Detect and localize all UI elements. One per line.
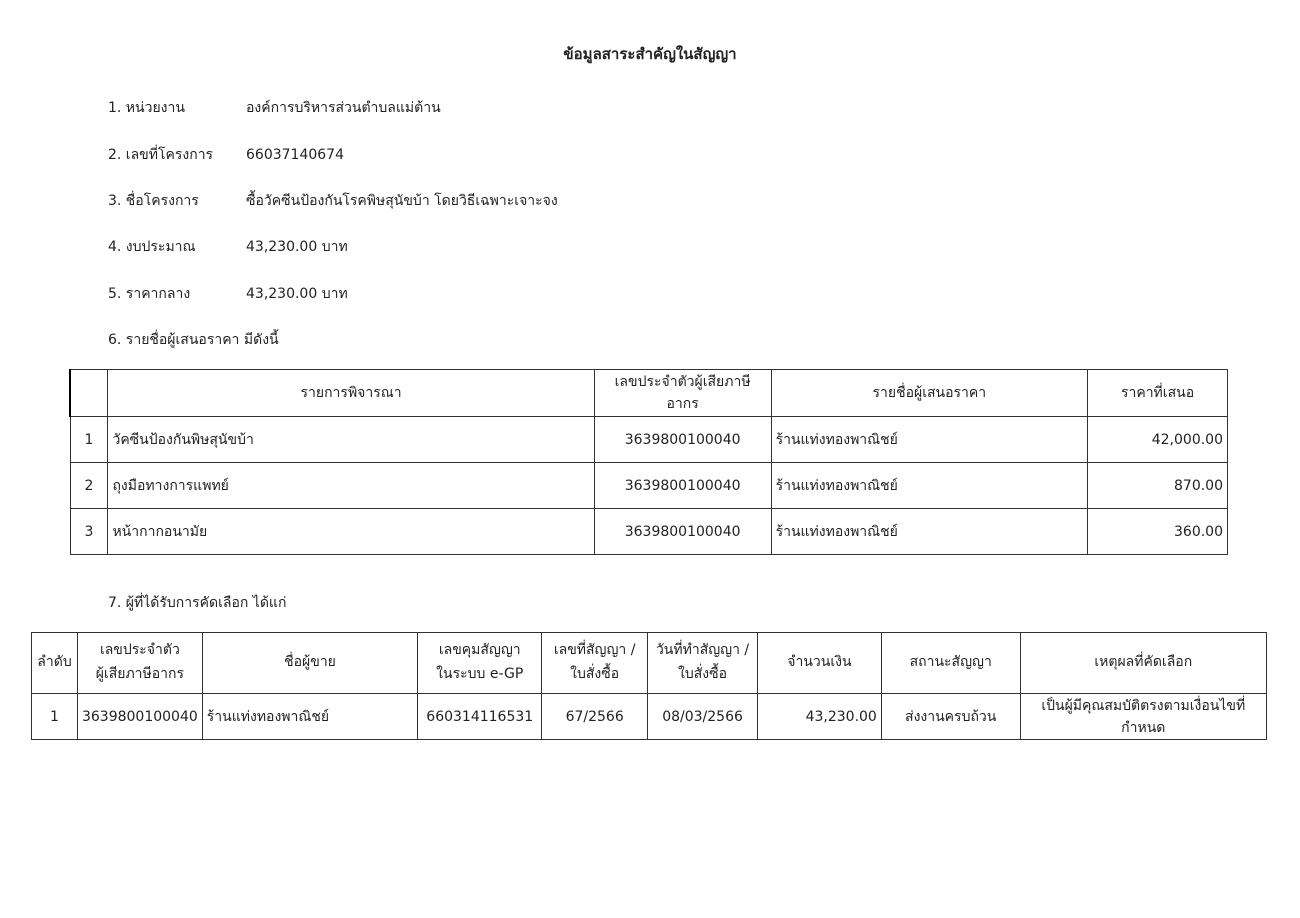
bid-price: 870.00	[1088, 463, 1228, 509]
header-line: เลขคุมสัญญา	[438, 642, 521, 659]
bid-price: 42,000.00	[1088, 417, 1228, 463]
row-number: 1	[70, 417, 108, 463]
contract-date: 08/03/2566	[648, 694, 758, 740]
header-line: ใบสั่งซื้อ	[678, 666, 728, 682]
tax-id: 3639800100040	[594, 463, 771, 509]
info-value: 43,230.00 บาท	[246, 239, 348, 255]
info-label: 1. หน่วยงาน	[108, 100, 185, 116]
header-cell: ชื่อผู้ขาย	[202, 633, 417, 694]
info-budget	[108, 236, 348, 258]
info-label: 2. เลขที่โครงการ	[108, 147, 214, 163]
header-cell	[70, 370, 108, 417]
row-number: 2	[70, 463, 108, 509]
winner-table	[31, 632, 1267, 740]
header-cell: เหตุผลที่คัดเลือก	[1020, 633, 1266, 694]
tax-id: 3639800100040	[594, 417, 771, 463]
table-row	[32, 694, 1267, 740]
selection-reason: เป็นผู้มีคุณสมบัติตรงตามเงื่อนไขที่กำหนด	[1020, 694, 1266, 740]
header-cell: รายชื่อผู้เสนอราคา	[771, 370, 1088, 417]
header-line: ในระบบ e-GP	[436, 666, 524, 682]
header-cell	[648, 633, 758, 694]
info-value: 66037140674	[246, 147, 344, 163]
header-cell: สถานะสัญญา	[881, 633, 1020, 694]
header-cell	[77, 633, 202, 694]
section6-heading: 6. รายชื่อผู้เสนอราคา มีดังนี้	[108, 332, 279, 348]
header-line: ใบสั่งซื้อ	[570, 666, 620, 682]
item-name: หน้ากากอนามัย	[108, 509, 594, 555]
header-cell	[418, 633, 542, 694]
header-line: เลขประจำตัว	[99, 642, 180, 659]
info-label: 5. ราคากลาง	[108, 286, 191, 302]
section7-heading: 7. ผู้ที่ได้รับการคัดเลือก ได้แก่	[108, 595, 287, 611]
document-title: ข้อมูลสาระสำคัญในสัญญา	[563, 45, 737, 63]
contract-amount: 43,230.00	[758, 694, 882, 740]
header-cell: จำนวนเงิน	[758, 633, 882, 694]
header-cell: ราคาที่เสนอ	[1088, 370, 1228, 417]
info-value: 43,230.00 บาท	[246, 286, 348, 302]
info-value: ซื้อวัคซีนป้องกันโรคพิษสุนัขบ้า โดยวิธีเฉพาะเจาะจง	[246, 193, 558, 209]
header-cell: รายการพิจารณา	[108, 370, 594, 417]
bidder-name: ร้านแท่งทองพาณิชย์	[771, 463, 1088, 509]
bidder-name: ร้านแท่งทองพาณิชย์	[771, 509, 1088, 555]
header-cell	[542, 633, 648, 694]
contract-number: 67/2566	[542, 694, 648, 740]
tax-id: 3639800100040	[594, 509, 771, 555]
table-row	[70, 463, 1228, 509]
info-project-name	[108, 190, 558, 212]
info-project-number	[108, 144, 344, 166]
bid-price: 360.00	[1088, 509, 1228, 555]
seller-name: ร้านแท่งทองพาณิชย์	[202, 694, 417, 740]
header-line: เลขที่สัญญา /	[553, 642, 636, 659]
control-number: 660314116531	[418, 694, 542, 740]
item-name: วัคซีนป้องกันพิษสุนัขบ้า	[108, 417, 594, 463]
contract-status: ส่งงานครบถ้วน	[881, 694, 1020, 740]
header-line: วันที่ทำสัญญา /	[655, 642, 750, 659]
table-header-row	[70, 370, 1228, 417]
header-cell: ลำดับ	[32, 633, 78, 694]
header-cell: เลขประจำตัวผู้เสียภาษีอากร	[594, 370, 771, 417]
row-number: 1	[32, 694, 78, 740]
item-name: ถุงมือทางการแพทย์	[108, 463, 594, 509]
bidder-name: ร้านแท่งทองพาณิชย์	[771, 417, 1088, 463]
header-line: ผู้เสียภาษีอากร	[95, 666, 185, 682]
table-row	[70, 417, 1228, 463]
table-row	[70, 509, 1228, 555]
tax-id: 3639800100040	[77, 694, 202, 740]
info-label: 4. งบประมาณ	[108, 239, 196, 255]
info-median-price	[108, 283, 348, 305]
bid-table	[69, 369, 1228, 555]
info-label: 3. ชื่อโครงการ	[108, 193, 199, 209]
table-header-row	[32, 633, 1267, 694]
info-agency	[108, 97, 441, 119]
info-value: องค์การบริหารส่วนตำบลแม่ต้าน	[246, 100, 441, 116]
row-number: 3	[70, 509, 108, 555]
